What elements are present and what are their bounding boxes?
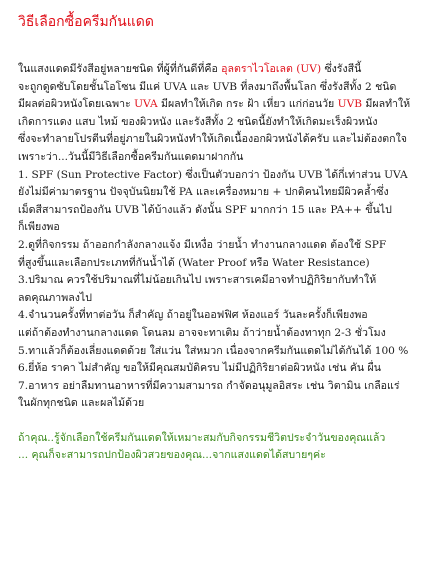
intro-text: ซึ่งรังสีนี้: [321, 63, 362, 75]
spacer: [18, 413, 422, 430]
intro-text: มีผลทำให้เกิด กระ ฝ้า เหี่ยว แก่ก่อนวัย: [157, 98, 338, 111]
tip-1-line: ยังไม่มีค่ามาตรฐาน ปัจจุบันนิยมใช้ PA และเครื่องหมาย + ปกติคนไทยมีผิวคล้ำซึ่ง: [18, 186, 389, 199]
tip-2-line: 2.ดูที่กิจกรรม ถ้าออกกำลังกลางแจ้ง มีเหงื่อ ว่ายน้ำ ทำงานกลางแดด ต้องใช้ SPF: [18, 238, 387, 251]
page-title: วิธีเลือกซื้อครีมกันแดด: [18, 15, 154, 30]
tip-7-line: ในผักทุกชนิด และผลไม้ด้วย: [18, 397, 145, 410]
tip-6-line: 6.ยี่ห้อ ราคา ไม่สำคัญ ขอให้มีคุณสมบัติครบ ไม่มีปฏิกิริยาต่อผิวหนัง เช่น คัน ผื่น: [18, 362, 381, 375]
tip-4-line: แต่ถ้าต้องทำงานกลางแดด โดนลม อาจจะทาเติม ถ้าว่ายน้ำต้องทาทุก 2-3 ชั่วโมง: [18, 326, 386, 339]
tip-3-line: 3.ปริมาณ ควรใช้ปริมาณที่ไม่น้อยเกินไป เพราะสารเคมีอาจทำปฏิกิริยากับทำให้: [18, 274, 377, 287]
intro-line: จะถูกดูดซับโดยชั้นโอโซน มีแค่ UVA และ UVB ที่ลงมาถึงพื้นโลก ซึ่งรังสีทั้ง 2 ชนิด: [18, 80, 397, 93]
tip-7-line: 7.อาหาร อย่าลืมทานอาหารที่มีความสามารถ กำจัดอนุมูลอิสระ เช่น วิตามิน เกลือแร่: [18, 379, 400, 392]
uvb-highlight: UVB: [337, 98, 363, 111]
tip-5-line: 5.ทาแล้วก็ต้องเลี่ยงแดดด้วย ใส่แว่น ใส่หมวก เนื่องจากครีมกันแดดไม่ได้กันได้ 100 %: [18, 344, 409, 357]
intro-line: ซึ่งจะทำลายโปรตีนที่อยู่ภายในผิวหนังทำให้เกิดเนื้องอกผิวหนังได้ครับ และไม่ต้องตกใจ: [18, 133, 407, 146]
uv-highlight: อุลตราไวโอเลต (UV): [221, 63, 322, 75]
tip-1-line: เม็ดสีสามารถป้องกัน UVB ได้บ้างแล้ว ดังนั้น SPF มากกว่า 15 และ PA++ ขึ้นไป: [18, 203, 392, 216]
intro-line: [18, 96, 422, 114]
tip-1-line: 1. SPF (Sun Protective Factor) ซึ่งเป็นตัวบอกว่า ป้องกัน UVB ได้กี่เท่าส่วน UVA: [18, 168, 408, 181]
article-body: [18, 61, 422, 465]
tip-3-line: ลดคุณภาพลงไป: [18, 291, 92, 304]
tip-2-line: ที่สูงขึ้นและเลือกประเภทที่กันน้ำได้ (Water Proof หรือ Water Resistance): [18, 256, 370, 269]
intro-line: เพราะว่า...วันนี้มีวิธีเลือกซื้อครีมกันแดดมาฝากกัน: [18, 150, 244, 163]
intro-line: เกิดการแดง แสบ ไหม้ ของผิวหนัง และรังสีทั้ง 2 ชนิดนี้ยังทำให้เกิดมะเร็งผิวหนัง: [18, 115, 378, 128]
intro-line: [18, 61, 422, 79]
tip-4-line: 4.จำนวนครั้งที่ทาต่อวัน ก็สำคัญ ถ้าอยู่ในออฟฟิศ ห้องแอร์ วันละครั้งก็เพียงพอ: [18, 309, 368, 322]
intro-text: มีผลทำให้: [362, 98, 411, 111]
footer-line: ถ้าคุณ..รู้จักเลือกใช้ครีมกันแดดให้เหมาะสมกับกิจกรรมชีวิตประจำวันของคุณแล้ว: [18, 431, 386, 444]
tip-1-line: ก็เพียงพอ: [18, 221, 60, 234]
intro-text: มีผลต่อผิวหนังโดยเฉพาะ: [18, 98, 135, 111]
uva-highlight: UVA: [134, 98, 158, 111]
tips-list: [18, 167, 422, 413]
footer-line: ... คุณก็จะสามารถปกป้องผิวสวยของคุณ...จากแสงแดดได้สบายๆค่ะ: [18, 449, 326, 462]
intro-text: ในแสงแดดมีรังสีอยู่หลายชนิด ที่ผู้ที่กันดีที่คือ: [18, 63, 222, 75]
